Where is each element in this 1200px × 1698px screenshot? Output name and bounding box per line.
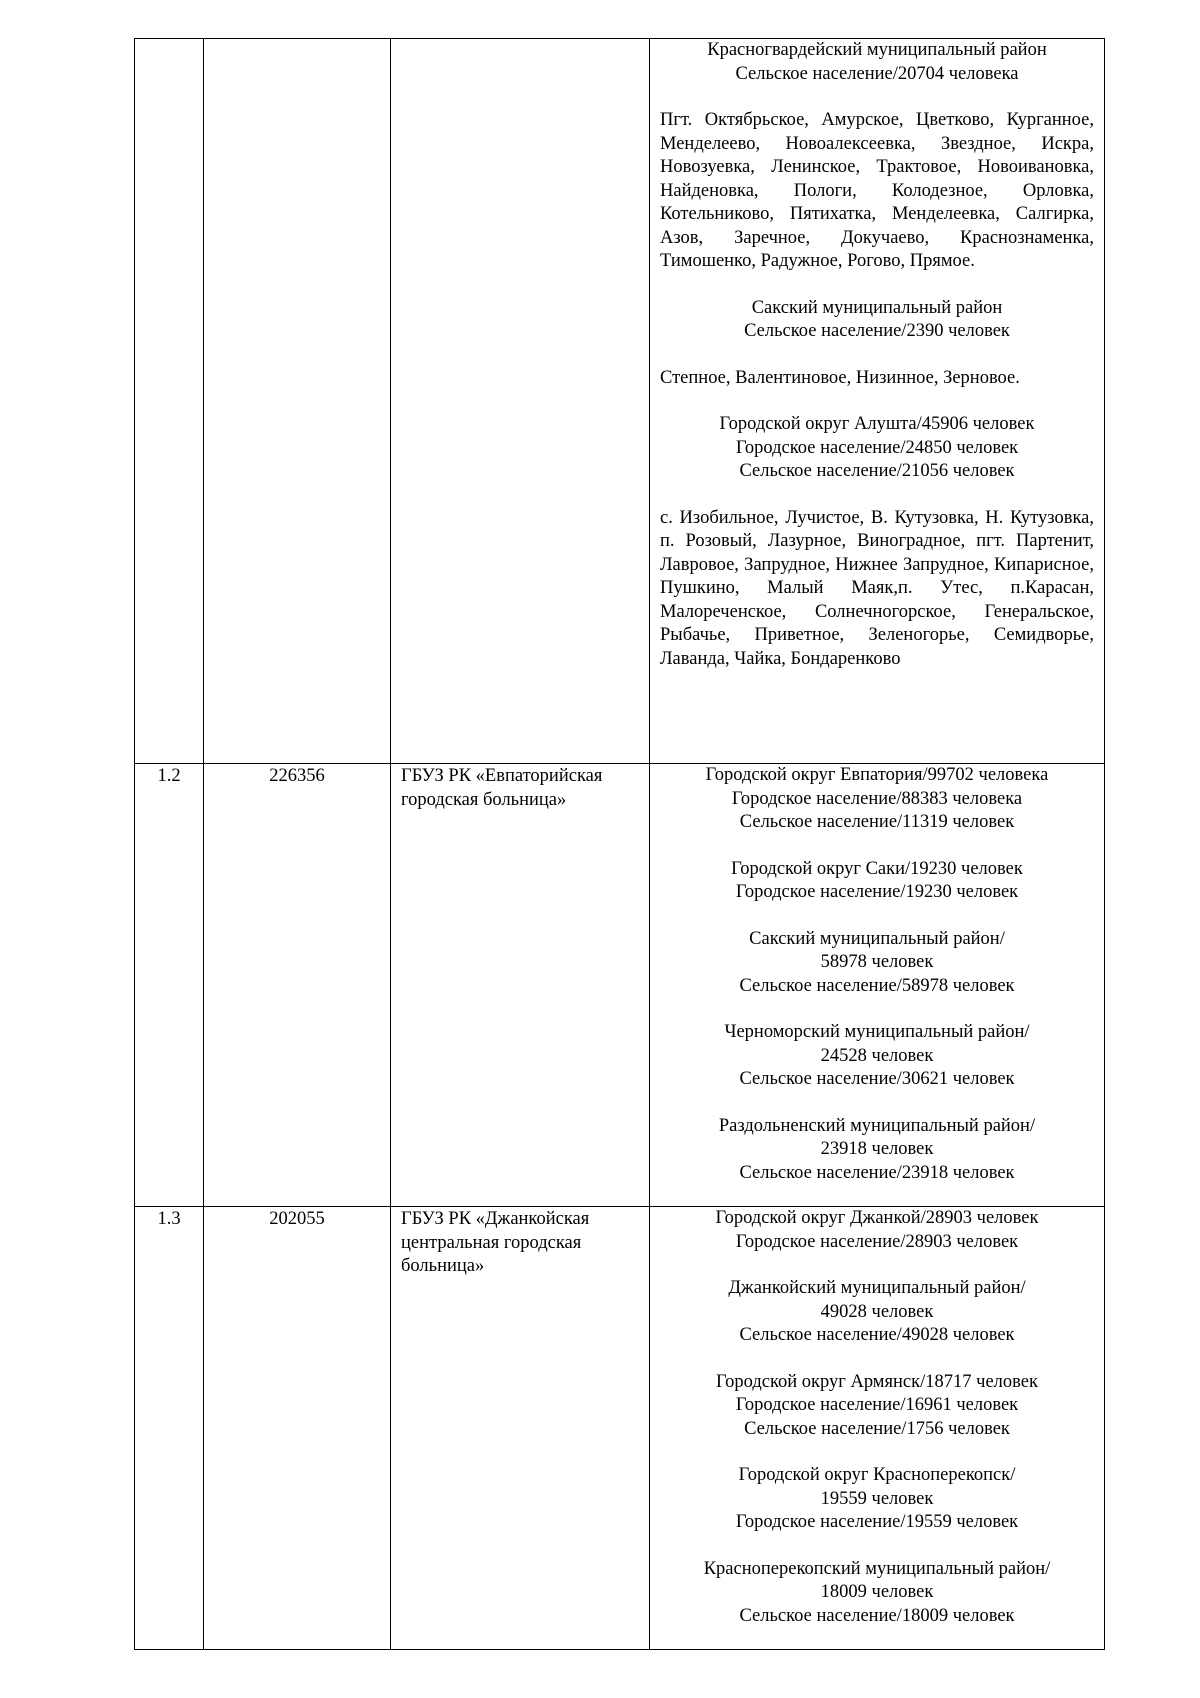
area-summary-block [660, 413, 1094, 484]
area-summary-block [660, 297, 1094, 344]
block-gap [660, 998, 1094, 1021]
area-summary-line: Городской округ Красноперекопск/ [738, 1465, 1016, 1485]
area-summary-line: Джанкойский муниципальный район/ [728, 1278, 1026, 1298]
area-summary-line: Сельское население/20704 человека [735, 63, 1019, 84]
area-summary-line: 18009 человек [820, 1582, 934, 1602]
area-summary-line: Сельское население/11319 человек [739, 812, 1015, 832]
settlement-list: с. Изобильное, Лучистое, В. Кутузовка, Н. Кутузовка, п. Розовый, Лазурное, Виноградное, пгт. Партенит, Лавровое, Запрудное, Нижнее Запрудное, Кипарисное, Пушкино, Малый Маяк,п. Утес, п.Карасан, Малореченское, Солнечногорское, Генеральское, Рыбачье, Приветное, Зеленогорье, Семидворье, Лаванда, Чайка, Бондаренково [660, 507, 1094, 669]
area-summary-line: Сельское население/1756 человек [744, 1418, 1010, 1439]
block-gap [660, 274, 1094, 297]
area-summary-block [660, 1464, 1094, 1535]
settlement-list: Пгт. Октябрьское, Амурское, Цветково, Курганное, Менделеево, Новоалексеевка, Звездное, Искра, Новозуевка, Ленинское, Трактовое, Новоивановка, Найденовка, Пологи, Колодезное, Орловка, Котельниково, Пятихатка, Менделеевка, Салгирка, Азов, Заречное, Докучаево, Краснознаменка, Тимошенко, Радужное, Рогово, Прямое. [660, 110, 1094, 271]
area-summary-line: Городское население/19230 человек [735, 882, 1019, 902]
area-summary-line: Городской округ Евпатория/99702 человека [705, 765, 1049, 785]
area-summary-line: Раздольненский муниципальный район/ [718, 1115, 1036, 1136]
area-summary-line: 23918 человек [820, 1139, 934, 1159]
institution-code-cell: 226356 [204, 764, 391, 1207]
area-summary-line: Красногвардейский муниципальный район [707, 40, 1047, 60]
institution-name-cell: ГБУЗ РК «Евпаторийская городская больница» [391, 764, 650, 1207]
area-summary-line: Городское население/88383 человека [731, 788, 1023, 809]
area-summary-block [660, 39, 1094, 86]
area-summary-block [660, 1558, 1094, 1629]
area-summary-line: 24528 человек [820, 1045, 934, 1066]
area-summary-line: Городское население/28903 человек [735, 1231, 1019, 1252]
area-summary-line: Сакский муниципальный район/ [749, 928, 1005, 949]
service-area-cell [650, 764, 1105, 1207]
area-summary-line: Сельское население/2390 человек [744, 321, 1010, 341]
hospital-districts-table [134, 38, 1105, 1650]
institution-name-cell [391, 39, 650, 764]
area-summary-block [660, 1021, 1094, 1092]
block-gap [660, 1535, 1094, 1558]
row-number-cell [135, 39, 204, 764]
area-summary-block [660, 1115, 1094, 1186]
table-row [135, 39, 1105, 764]
area-summary-line: Городское население/24850 человек [735, 437, 1019, 458]
area-summary-line: Черноморский муниципальный район/ [724, 1022, 1030, 1042]
area-summary-block [660, 858, 1094, 905]
area-summary-block [660, 1371, 1094, 1442]
block-gap [660, 905, 1094, 928]
table-row [135, 764, 1105, 1207]
block-gap [660, 835, 1094, 858]
area-summary-line: Сельское население/58978 человек [739, 975, 1015, 996]
area-summary-line: Сельское население/23918 человек [739, 1162, 1015, 1183]
block-gap [660, 344, 1094, 367]
area-summary-line: Сельское население/18009 человек [739, 1605, 1015, 1626]
block-gap [660, 1441, 1094, 1464]
row-number-cell: 1.3 [135, 1207, 204, 1650]
area-summary-line: 58978 человек [820, 952, 934, 972]
area-summary-block [660, 764, 1094, 835]
area-summary-line: Городской округ Армянск/18717 человек [716, 1371, 1038, 1392]
block-gap [660, 1092, 1094, 1115]
area-summary-line: Сакский муниципальный район [751, 297, 1003, 318]
block-gap [660, 484, 1094, 507]
area-summary-line: Городской округ Джанкой/28903 человек [715, 1208, 1039, 1228]
area-summary-line: Сельское население/30621 человек [739, 1069, 1015, 1089]
settlement-list: Степное, Валентиновое, Низинное, Зерновое. [660, 367, 1020, 388]
row-number-cell: 1.2 [135, 764, 204, 1207]
table-body [135, 39, 1105, 1650]
service-area-cell [650, 39, 1105, 764]
area-summary-line: Красноперекопский муниципальный район/ [703, 1558, 1051, 1579]
area-summary-block [660, 1207, 1094, 1254]
institution-code-cell [204, 39, 391, 764]
table-row [135, 1207, 1105, 1650]
area-summary-line: Городской округ Саки/19230 человек [731, 858, 1023, 879]
block-gap [660, 86, 1094, 109]
area-summary-line: Городской округ Алушта/45906 человек [719, 414, 1035, 434]
block-gap [660, 1254, 1094, 1277]
area-summary-line: Сельское население/49028 человек [739, 1325, 1015, 1345]
institution-code-cell: 202055 [204, 1207, 391, 1650]
area-summary-block [660, 1277, 1094, 1348]
area-summary-line: Городское население/16961 человек [735, 1395, 1019, 1415]
block-gap [660, 390, 1094, 413]
block-gap [660, 1348, 1094, 1371]
area-summary-block [660, 928, 1094, 999]
area-summary-line: Городское население/19559 человек [735, 1512, 1019, 1532]
institution-name-cell: ГБУЗ РК «Джанкойская центральная городская больница» [391, 1207, 650, 1650]
area-summary-line: Сельское население/21056 человек [739, 461, 1015, 481]
area-summary-line: 49028 человек [820, 1301, 934, 1322]
service-area-cell [650, 1207, 1105, 1650]
area-summary-line: 19559 человек [820, 1488, 934, 1509]
